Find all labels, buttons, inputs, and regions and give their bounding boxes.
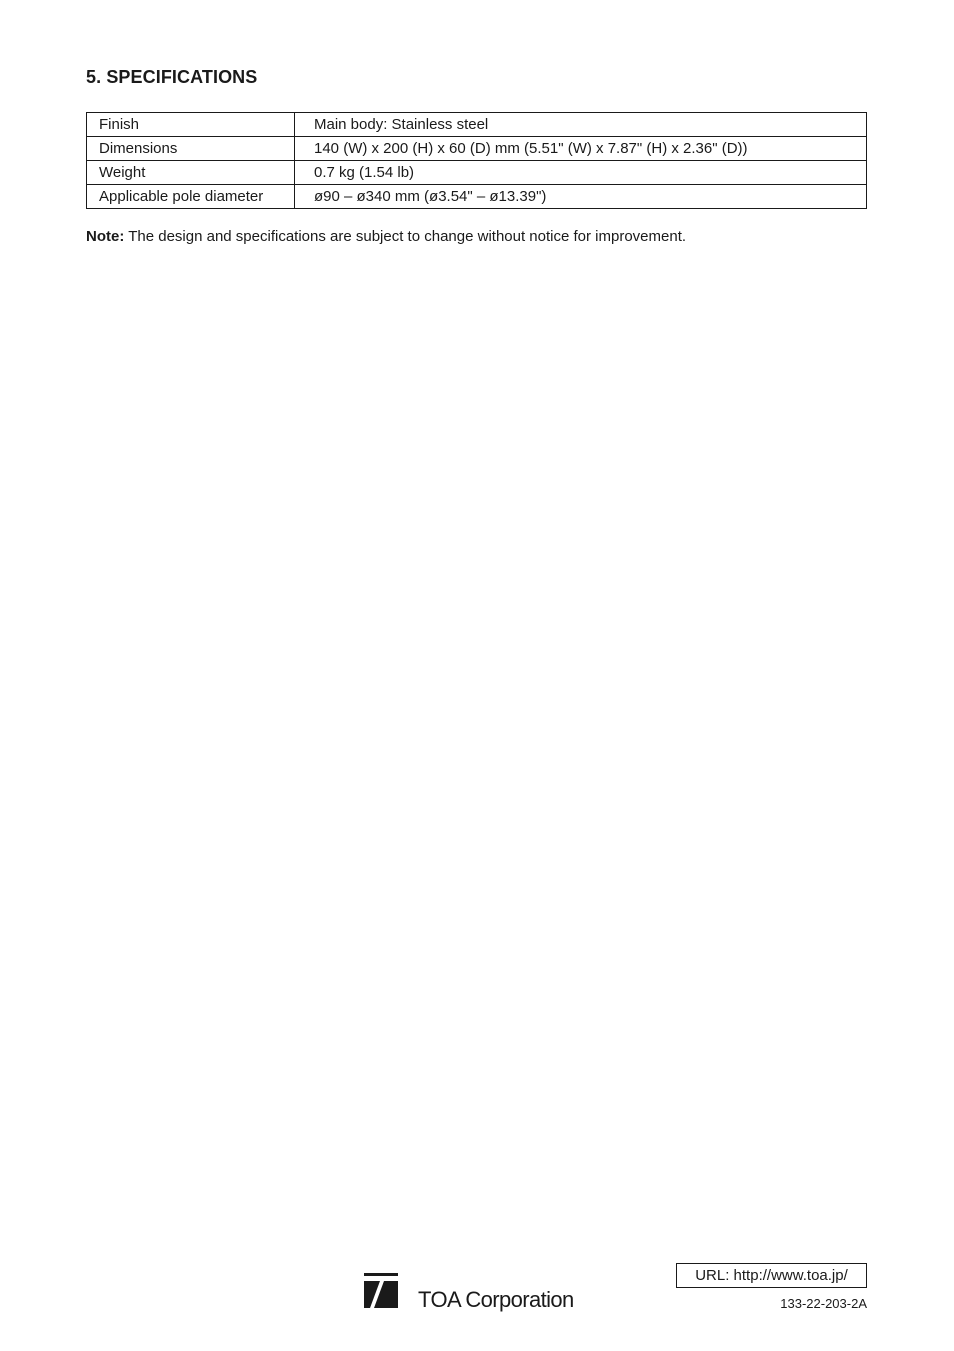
table-row [87,161,867,185]
spec-label-dimensions: Dimensions [87,137,295,161]
spec-label-finish: Finish [87,113,295,137]
specifications-table [86,112,867,209]
section-title: 5. SPECIFICATIONS [86,67,258,87]
spec-value-weight: 0.7 kg (1.54 lb) [295,161,867,185]
table-row [87,113,867,137]
spec-label-pole-diameter: Applicable pole diameter [87,185,295,209]
document-code: 133-22-203-2A [780,1296,867,1311]
url-box: URL: http://www.toa.jp/ [676,1263,867,1288]
spec-value-dimensions: 140 (W) x 200 (H) x 60 (D) mm (5.51" (W) x 7.87" (H) x 2.36" (D)) [295,137,867,161]
company-name: TOA Corporation [418,1287,574,1312]
spec-label-weight: Weight [87,161,295,185]
note [86,228,686,245]
note-label: Note: [86,228,125,245]
spec-value-finish: Main body: Stainless steel [295,113,867,137]
table-row [87,137,867,161]
toa-logo-icon [364,1273,398,1309]
spec-value-pole-diameter: ø90 – ø340 mm (ø3.54" – ø13.39") [295,185,867,209]
company-logo [364,1273,574,1312]
note-text: The design and specifications are subject to change without notice for improvement. [124,228,687,245]
table-row [87,185,867,209]
